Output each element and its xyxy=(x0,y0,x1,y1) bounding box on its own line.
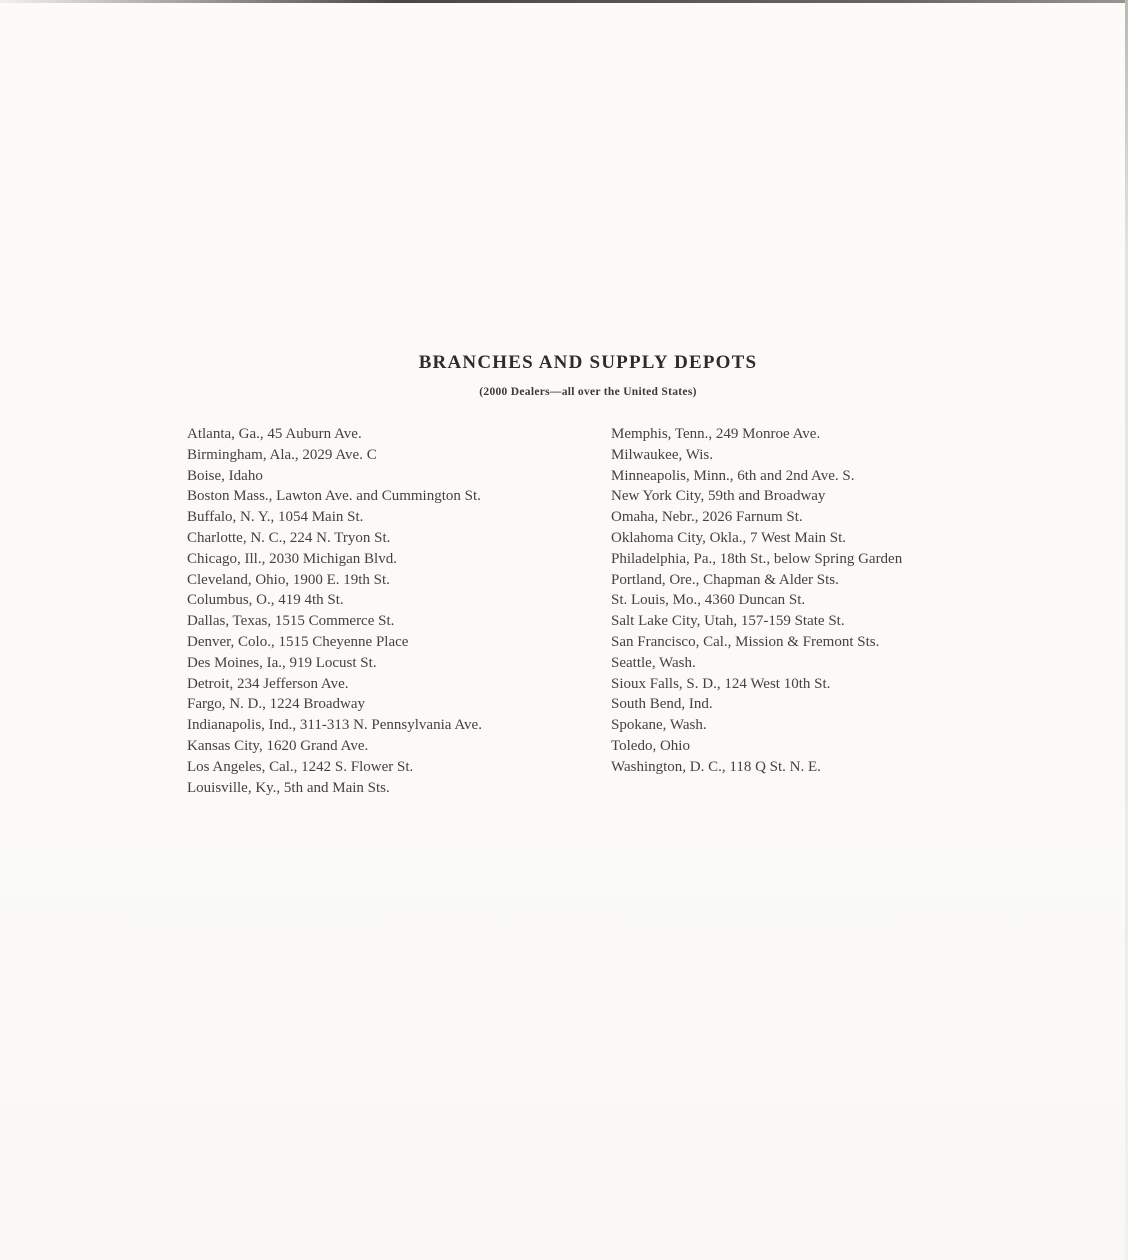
branch-entry: Louisville, Ky., 5th and Main Sts. xyxy=(187,779,390,796)
branch-entry: Des Moines, Ia., 919 Locust St. xyxy=(187,654,377,671)
branch-entry: Boston Mass., Lawton Ave. and Cummington St. xyxy=(187,488,481,505)
branch-entry: Denver, Colo., 1515 Cheyenne Place xyxy=(187,633,409,650)
branch-entry: Salt Lake City, Utah, 157-159 State St. xyxy=(611,613,845,630)
branch-entry: Toledo, Ohio xyxy=(611,737,690,754)
branch-entry: Seattle, Wash. xyxy=(611,654,696,671)
branch-entry: Portland, Ore., Chapman & Alder Sts. xyxy=(611,571,839,588)
branch-entry: Detroit, 234 Jefferson Ave. xyxy=(187,675,349,692)
branch-entry: Omaha, Nebr., 2026 Farnum St. xyxy=(611,509,803,526)
branch-entry: St. Louis, Mo., 4360 Duncan St. xyxy=(611,592,806,609)
branch-entry: Minneapolis, Minn., 6th and 2nd Ave. S. xyxy=(611,467,855,484)
branch-entry: Sioux Falls, S. D., 124 West 10th St. xyxy=(611,675,831,692)
page-subtitle: (2000 Dealers—all over the United States) xyxy=(479,386,697,398)
branch-entry: New York City, 59th and Broadway xyxy=(611,488,826,505)
branch-entry: Dallas, Texas, 1515 Commerce St. xyxy=(187,613,395,630)
branch-entry: Oklahoma City, Okla., 7 West Main St. xyxy=(611,529,847,546)
branch-entry: Cleveland, Ohio, 1900 E. 19th St. xyxy=(187,571,390,588)
branch-entry: Memphis, Tenn., 249 Monroe Ave. xyxy=(611,426,821,442)
branch-entry: Chicago, Ill., 2030 Michigan Blvd. xyxy=(187,550,397,567)
branch-entry: Fargo, N. D., 1224 Broadway xyxy=(187,696,366,713)
branch-entry: Milwaukee, Wis. xyxy=(611,446,714,463)
branch-entry: Philadelphia, Pa., 18th St., below Spring Garden xyxy=(611,550,903,567)
branch-entry: Boise, Idaho xyxy=(187,467,263,484)
page-top-edge xyxy=(0,0,1128,3)
branch-entry: Columbus, O., 419 4th St. xyxy=(187,592,344,609)
branch-entry: South Bend, Ind. xyxy=(611,696,713,713)
branch-entry: Kansas City, 1620 Grand Ave. xyxy=(187,737,369,754)
branch-entry: Buffalo, N. Y., 1054 Main St. xyxy=(187,509,364,526)
branch-entry: Indianapolis, Ind., 311-313 N. Pennsylvania Ave. xyxy=(187,717,482,734)
branch-entry: Charlotte, N. C., 224 N. Tryon St. xyxy=(187,529,391,546)
branch-entry: Birmingham, Ala., 2029 Ave. C xyxy=(187,446,377,463)
branch-entry: Atlanta, Ga., 45 Auburn Ave. xyxy=(187,426,362,442)
page-title: BRANCHES AND SUPPLY DEPOTS xyxy=(418,352,758,373)
branch-entry: Washington, D. C., 118 Q St. N. E. xyxy=(611,758,821,775)
branch-entry: San Francisco, Cal., Mission & Fremont Sts. xyxy=(611,633,880,650)
branch-list-right xyxy=(611,424,1011,778)
branch-list-left xyxy=(187,424,587,798)
branch-entry: Spokane, Wash. xyxy=(611,717,707,734)
branch-entry: Los Angeles, Cal., 1242 S. Flower St. xyxy=(187,758,414,775)
